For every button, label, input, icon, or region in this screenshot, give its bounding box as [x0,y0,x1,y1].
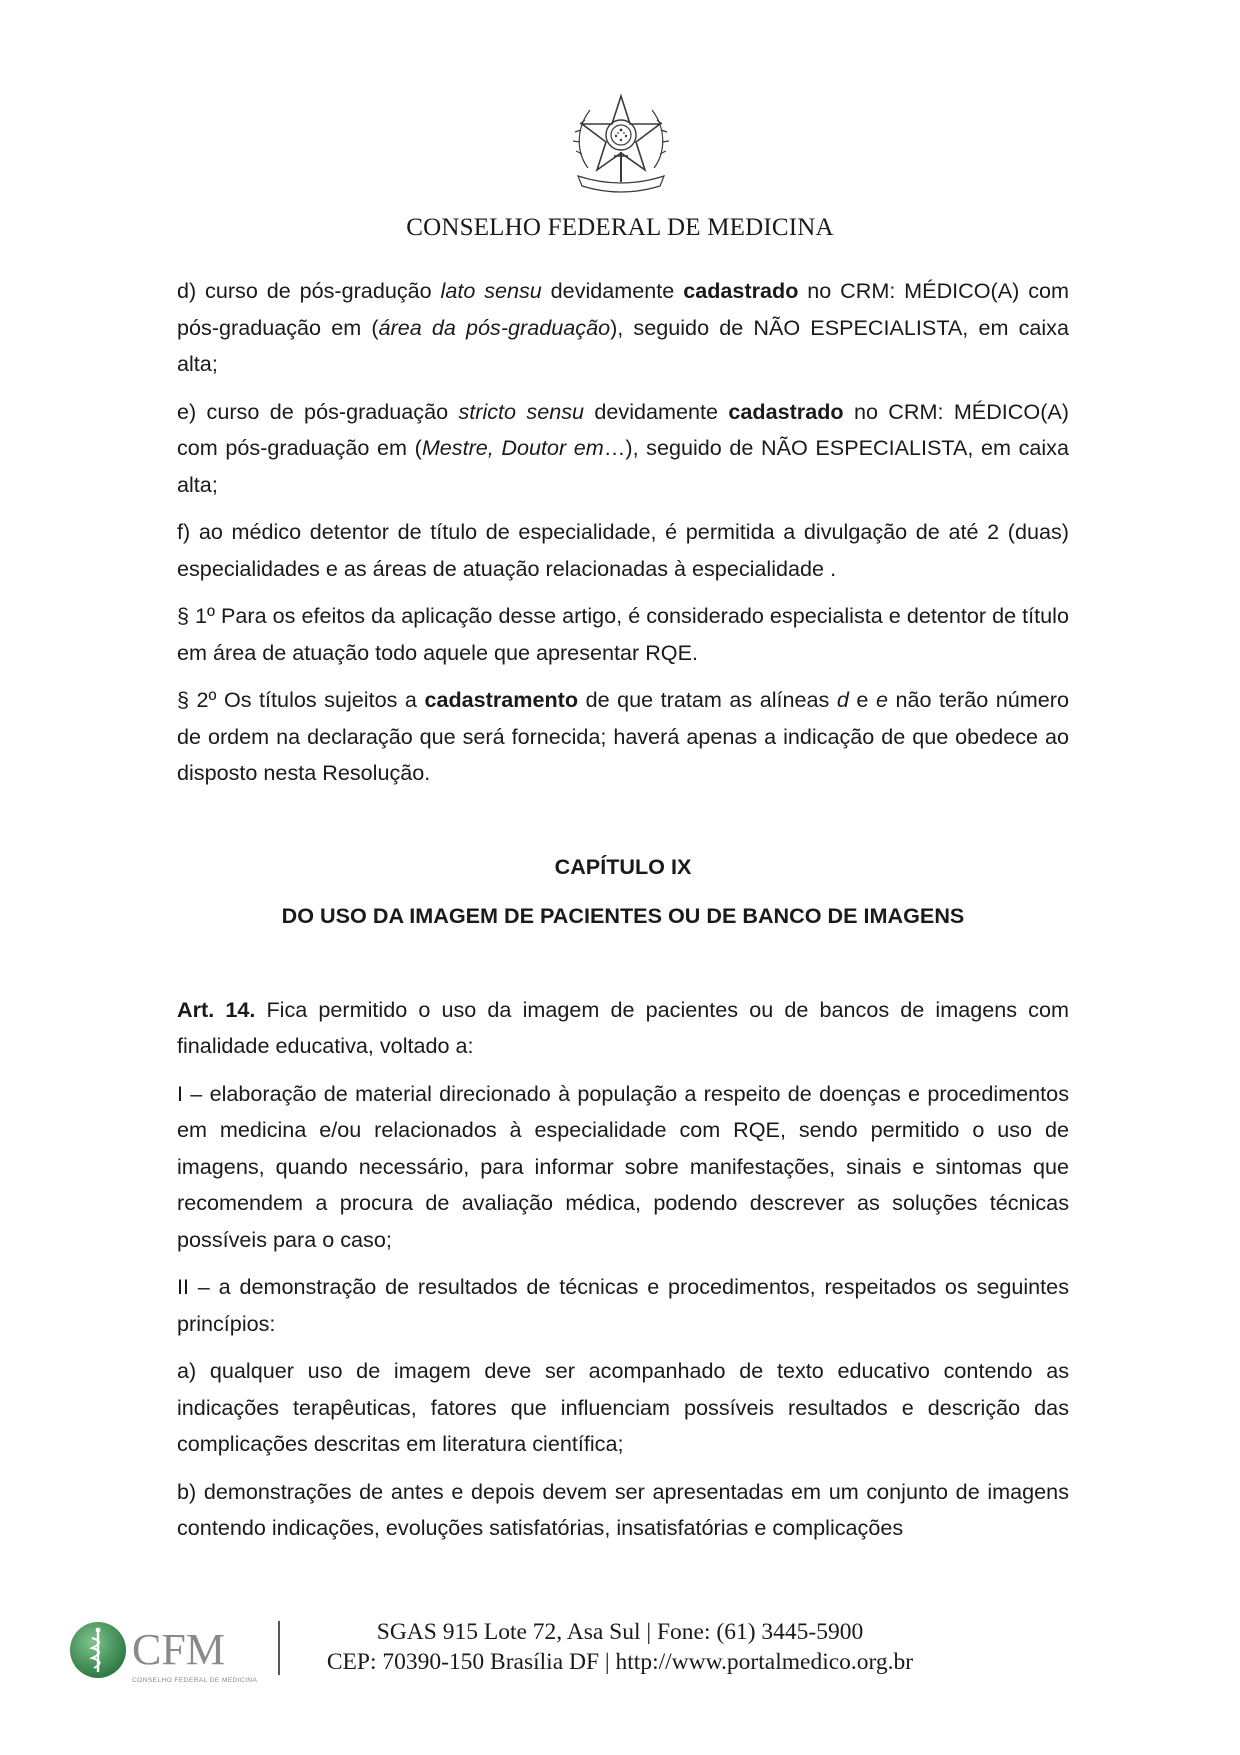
cfm-logo [66,1612,296,1692]
text: …), seguido de NÃO ESPECIALISTA, em caixa alta; [177,435,1069,497]
text: devidamente [584,398,729,424]
organization-name: CONSELHO FEDERAL DE MEDICINA [406,214,834,241]
footer-address-line-1: SGAS 915 Lote 72, Asa Sul | Fone: (61) 3445-5900 [376,1619,864,1645]
article-14-item-a: a) qualquer uso de imagem deve ser acompanhado de texto educativo contendo as indicações terapêuticas, fatores que influenciam possíveis resultados e descrição das complicações descritas em literatura científica; [177,1358,1069,1456]
paragraph-item-d [177,273,1069,383]
footer-address [300,1617,940,1677]
italic-text: lato sensu [440,278,542,303]
text: ), seguido de NÃO ESPECIALISTA, em caixa alta; [177,314,1069,376]
logo-text: CFM [132,1625,225,1674]
italic-text: Mestre, Doutor em [421,435,604,460]
article-14-intro [177,992,1069,1065]
text: no CRM: MÉDICO(A) com pós-graduação em ( [177,398,1069,460]
caduceus-globe-icon [66,1612,296,1692]
text: de que tratam as alíneas [578,687,837,712]
paragraph-item-f: f) ao médico detentor de título de especialidade, é permitida a divulgação de até 2 (duas) especialidades e as áreas de atuação relacionadas à especialidade . [177,519,1069,581]
italic-text: d [836,687,849,712]
chapter-number: CAPÍTULO IX [554,853,692,879]
bold-text: cadastramento [424,687,579,712]
paragraph-item-e [177,394,1069,504]
article-14-item-b: b) demonstrações de antes e depois devem ser apresentadas em um conjunto de imagens contendo indicações, evoluções satisfatórias, insatisfatórias e complicações [177,1478,1069,1540]
brazil-coat-of-arms-icon [568,90,674,196]
text: no CRM: MÉDICO(A) com pós-graduação em ( [177,278,1069,340]
text: e [848,687,876,712]
text: e) curso de pós-graduação [177,398,459,424]
italic-text: e [875,687,888,712]
document-body [177,273,1069,1558]
paragraph-section-1: § 1º Para os efeitos da aplicação desse artigo, é considerado especialista e detentor de título em área de atuação todo aquele que apresentar RQE. [177,603,1069,665]
bold-text: cadastrado [728,398,844,424]
footer-address-line-2: CEP: 70390-150 Brasília DF | http://www.portalmedico.org.br [326,1649,914,1675]
bold-text: cadastrado [683,278,799,303]
article-label: Art. 14. [177,996,256,1022]
italic-text: área da pós-graduação [378,314,611,340]
text: d) curso de pós-gradução [177,278,441,303]
italic-text: stricto sensu [458,398,585,424]
logo-subtext: CONSELHO FEDERAL DE MEDICINA [132,1677,258,1684]
footer-divider [278,1621,280,1675]
text: devidamente [541,278,684,303]
text: § 2º Os títulos sujeitos a [177,687,425,712]
paragraph-section-2 [177,682,1069,792]
text: não terão número de ordem na declaração que será fornecida; haverá apenas a indicação de que obedece ao disposto nesta Resolução. [177,687,1069,785]
article-14-item-ii: II – a demonstração de resultados de técnicas e procedimentos, respeitados os seguintes princípios: [177,1274,1069,1336]
chapter-title: DO USO DA IMAGEM DE PACIENTES OU DE BANCO DE IMAGENS [281,903,965,928]
text: Fica permitido o uso da imagem de pacientes ou de bancos de imagens com finalidade educativa, voltado a: [177,996,1069,1058]
article-14-item-i: I – elaboração de material direcionado à população a respeito de doenças e procedimentos em medicina e/ou relacionados à especialidade com RQE, sendo permitido o uso de imagens, quando necessário, para informar sobre manifestações, sinais e sintomas que recomendem a procura de avaliação médica, podendo descrever as soluções técnicas possíveis para o caso; [177,1080,1069,1252]
